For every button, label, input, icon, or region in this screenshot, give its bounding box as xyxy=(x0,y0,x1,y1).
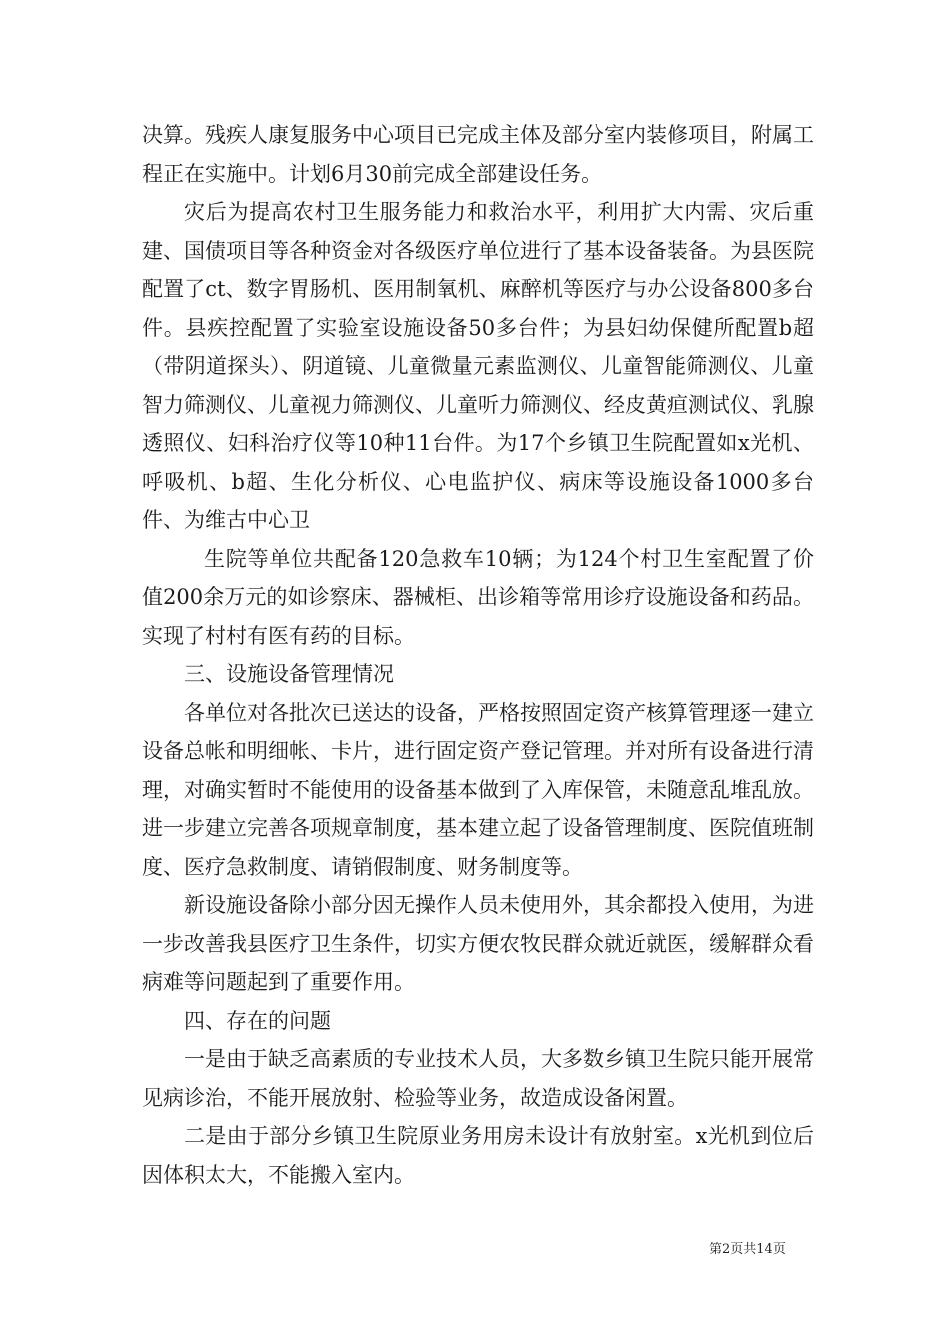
page-number: 第2页共14页 xyxy=(709,1242,786,1257)
section-heading-management: 三、设施设备管理情况 xyxy=(184,662,394,686)
paragraph-problem-staffing: 一是由于缺乏高素质的专业技术人员，大多数乡镇卫生院只能开展常见病诊治，不能开展放射、检验等业务，故造成设备闲置。 xyxy=(142,1047,814,1110)
paragraph-ambulance-allocation: 生院等单位共配备120急救车10辆；为124个村卫生室配置了价值200余万元的如诊察床、器械柜、出诊箱等常用诊疗设施设备和药品。实现了村村有医有药的目标。 xyxy=(142,546,814,648)
paragraph-project-status: 决算。残疾人康复服务中心项目已完成主体及部分室内装修项目，附属工程正在实施中。计划6月30前完成全部建设任务。 xyxy=(142,123,814,186)
paragraph-equipment-allocation: 灾后为提高农村卫生服务能力和救治水平，利用扩大内需、灾后重建、国债项目等各种资金对各级医疗单位进行了基本设备装备。为县医院配置了ct、数字胃肠机、医用制氧机、麻醉机等医疗与办公设备800多台件。县疾控配置了实验室设施设备50多台件；为县妇幼保健所配置b超（带阴道探头）、阴道镜、儿童微量元素监测仪、儿童智能筛测仪、儿童智力筛测仪、儿童视力筛测仪、儿童听力筛测仪、经皮黄疸测试仪、乳腺透照仪、妇科治疗仪等10种11台件。为17个乡镇卫生院配置如x光机、呼吸机、b超、生化分析仪、心电监护仪、病床等设施设备1000多台件、为维古中心卫 xyxy=(142,200,814,532)
paragraph-equipment-usage: 新设施设备除小部分因无操作人员未使用外，其余都投入使用，为进一步改善我县医疗卫生条件，切实方便农牧民群众就近就医，缓解群众看病难等问题起到了重要作用。 xyxy=(142,893,814,994)
section-heading-problems: 四、存在的问题 xyxy=(184,1008,331,1033)
document-body xyxy=(142,116,814,1194)
paragraph-asset-management: 各单位对各批次已送达的设备，严格按照固定资产核算管理逐一建立设备总帐和明细帐、卡片，进行固定资产登记管理。并对所有设备进行清理，对确实暂时不能使用的设备基本做到了入库保管，未随意乱堆乱放。进一步建立完善各项规章制度，基本建立起了设备管理制度、医院值班制度、医疗急救制度、请销假制度、财务制度等。 xyxy=(142,700,814,879)
paragraph-problem-radiology-room: 二是由于部分乡镇卫生院原业务用房未设计有放射室。x光机到位后因体积太大，不能搬入室内。 xyxy=(142,1124,814,1187)
